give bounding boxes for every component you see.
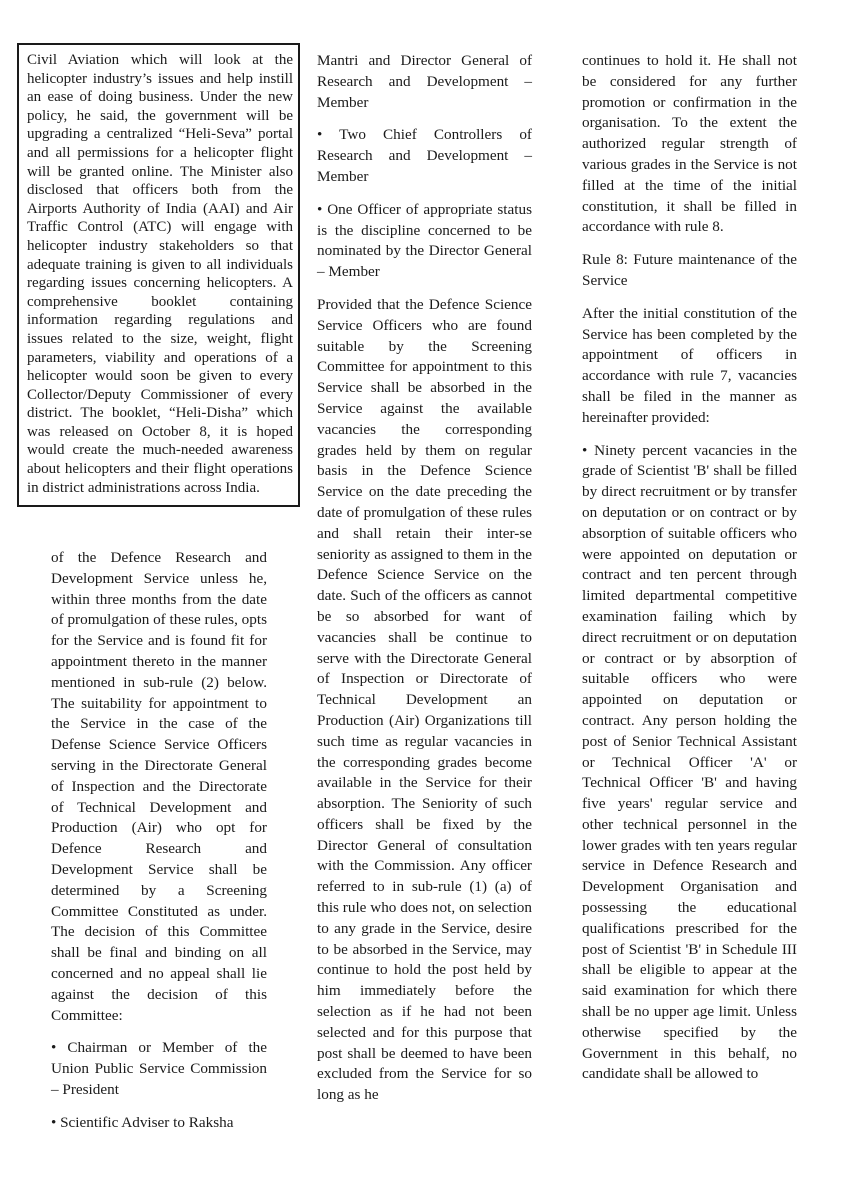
rule-paragraph: of the Defence Research and Development Service unless he, within three months from the date of promulgation of these rules, opts for the Service and is found fit for appointment thereto in the manner mentioned in sub-rule (2) below. The suitability for appointment to the Service in the case of the Defense Science Service Officers serving in the Directorate General of Inspection and the Directorate of Technical Development and Production (Air) who opt for Defence Research and Development Service shall be determined by a Screening Committee Constituted as under. The decision of this Committee shall be final and binding on all concerned and no appeal shall lie against the decision of this Committee:	[51, 549, 267, 1024]
committee-member-bullet: • Scientific Adviser to Raksha	[51, 1113, 234, 1131]
committee-member-bullet: • One Officer of appropriate status is the discipline concerned to be nominated by the Director General – Member	[317, 200, 532, 281]
vacancy-bullet: • Ninety percent vacancies in the grade of Scientist 'B' shall be filled by direct recruitment or by transfer on deputation or on contract or by absorption of suitable officers who were appointed on deputation or contract and ten percent through limited departmental competitive examination failing which by direct recruitment or on deputation or contract or by absorption of suitable officers who were appointed on deputation or contract. Any person holding the post of Senior Technical Assistant or Technical Officer 'A' or Technical Officer 'B' and having five years' regular service and other technical personnel in the lower grades with ten years regular service in Defence Research and Development Organisation and possessing the educational qualifications prescribed for the post of Scientist 'B' in Schedule III shall be eligible to appear at the said examination for which there shall be no upper age limit. Unless otherwise specified by the Government in this behalf, no candidate shall be allowed to	[582, 441, 797, 1083]
committee-member-bullet: • Chairman or Member of the Union Public Service Commission – President	[51, 1039, 267, 1098]
column-1	[51, 548, 267, 1146]
column-2	[317, 51, 532, 1118]
section-heading: Rule 8: Future maintenance of the Service	[582, 251, 797, 289]
news-box-text: Civil Aviation which will look at the helicopter industry’s issues and help instill an ease of doing business. Under the new policy, he said, the government will be upgrading a centralized “Heli-Seva” portal and all permissions for a helicopter flight will be granted online. The Minister also disclosed that officers both from the Airports Authority of India (AAI) and Air Traffic Control (ATC) will engage with helicopter industry stakeholders so that adequate training is given to all individuals regarding issues concerning helicopters. A comprehensive booklet containing information regarding regulations and issues related to the size, weight, flight parameters, viability and operations of a helicopter would soon be given to every Collector/Deputy Commissioner of every district. The booklet, “Heli-Disha” which was released on October 8, it is hoped would create the much-needed awareness about helicopters and their flight operations in district administrations across India.	[27, 52, 293, 496]
paragraph-continuation: continues to hold it. He shall not be considered for any further promotion or confirmation in the organisation. To the extent the authorized regular strength of various grades in the Service is not filled at the time of the initial constitution, it shall be filled in accordance with rule 8.	[582, 52, 797, 236]
rule-paragraph: After the initial constitution of the Service has been completed by the appointment of officers in accordance with rule 7, vacancies shall be filed in the manner as hereinafter provided:	[582, 304, 797, 426]
bullet-continuation: Mantri and Director General of Research and Development – Member	[317, 52, 532, 111]
proviso-paragraph: Provided that the Defence Science Service Officers who are found suitable by the Screening Committee for appointment to this Service shall be absorbed in the Service against the available vacancies the corresponding grades held by them on regular basis in the Defence Science Service on the date preceding the date of promulgation of these rules and shall retain their inter-se seniority as assigned to them in the Defence Science Service on the date. Such of the officers as cannot be so absorbed for want of vacancies shall be continue to serve with the Directorate General of Inspection or Directorate of Technical Development an Production (Air) Organizations till such time as regular vacancies in the corresponding grades become available in the Service for their absorption. The Seniority of such officers shall be fixed by the Director General of consultation with the Commission. Any officer referred to in sub-rule (1) (a) of this rule who does not, on selection to any grade in the Service, desire to be absorbed in the Service, may continue to hold the post held by him immediately before the selection as if he had not been selected and for this purpose that post shall be deemed to have been excluded from the Service for so long as he	[317, 295, 532, 1104]
news-box	[17, 43, 300, 507]
committee-member-bullet: • Two Chief Controllers of Research and Development – Member	[317, 126, 532, 185]
column-3	[582, 51, 797, 1097]
